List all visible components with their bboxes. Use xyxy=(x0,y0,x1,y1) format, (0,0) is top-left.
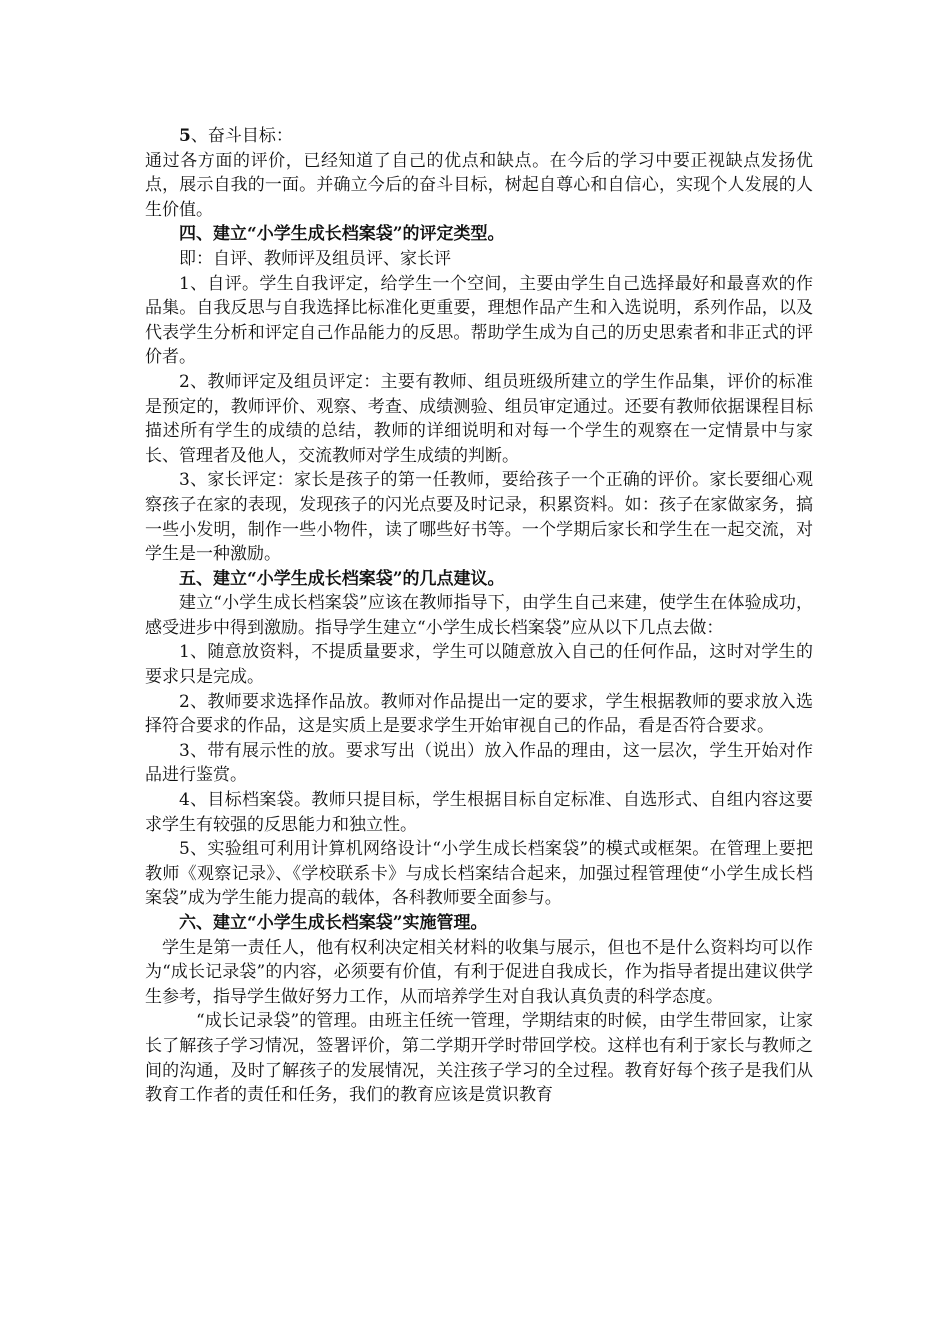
section6-title: 六、建立“小学生成长档案袋”实施管理。 xyxy=(179,913,488,933)
goal-heading xyxy=(145,124,813,149)
section4-intro: 即：自评、教师评及组员评、家长评 xyxy=(179,248,451,269)
goal-body: 通过各方面的评价，已经知道了自己的优点和缺点。在今后的学习中要正视缺点发扬优点，展示自我的一面。并确立今后的奋斗目标，树起自尊心和自信心，实现个人发展的人生价值。 xyxy=(145,150,813,220)
document-page xyxy=(145,124,813,1108)
section5-item-5: 5、实验组可利用计算机网络设计“小学生成长档案袋”的模式或框架。在管理上要把教师《观察记录》、《学校联系卡》与成长档案结合起来，加强过程管理使“小学生成长档案袋”成为学生能力提高的载体，各科教师要全面参与。 xyxy=(145,839,813,909)
section4-item-3: 3、家长评定：家长是孩子的第一任教师，要给孩子一个正确的评价。家长要细心观察孩子在家的表现，发现孩子的闪光点要及时记录，积累资料。如：孩子在家做家务，搞一些小发明，制作一些小物件，读了哪些好书等。一个学期后家长和学生在一起交流，对学生是一种激励。 xyxy=(145,470,813,565)
section4-title: 四、建立“小学生成长档案袋”的评定类型。 xyxy=(179,224,505,245)
section6-paragraph-2: “成长记录袋”的管理。由班主任统一管理，学期结束的时候，由学生带回家，让家长了解孩子学习情况，签署评价，第二学期开学时带回学校。这样也有利于家长与教师之间的沟通，及时了解孩子的发展情况，关注孩子学习的全过程。教育好每个孩子是我们从教育工作者的责任和任务，我们的教育应该是赏识教育 xyxy=(145,1011,813,1106)
section5-item-4: 4、目标档案袋。教师只提目标，学生根据目标自定标准、自选形式、自组内容这要求学生有较强的反思能力和独立性。 xyxy=(145,790,813,835)
section6-paragraph-1: 学生是第一责任人，他有权利决定相关材料的收集与展示，但也不是什么资料均可以作为“成长记录袋”的内容，必须要有价值，有利于促进自我成长，作为指导者提出建议供学生参考，指导学生做好努力工作，从而培养学生对自我认真负责的科学态度。 xyxy=(145,937,813,1007)
goal-heading-text: 、奋斗目标： xyxy=(190,126,293,146)
goal-heading-number: 5 xyxy=(179,126,191,146)
section5-intro: 建立“小学生成长档案袋”应该在教师指导下，由学生自己来建，使学生在体验成功，感受进步中得到激励。指导学生建立“小学生成长档案袋”应从以下几点去做： xyxy=(145,593,813,638)
section5-item-1: 1、随意放资料，不提质量要求，学生可以随意放入自己的任何作品，这时对学生的要求只是完成。 xyxy=(145,642,813,688)
section5-item-3: 3、带有展示性的放。要求写出（说出）放入作品的理由，这一层次，学生开始对作品进行鉴赏。 xyxy=(145,740,813,786)
section5-title: 五、建立“小学生成长档案袋”的几点建议。 xyxy=(179,568,505,589)
section4-item-2: 2、教师评定及组员评定：主要有教师、组员班级所建立的学生作品集，评价的标准是预定的，教师评价、观察、考查、成绩测验、组员审定通过。还要有教师依据课程目标描述所有学生的成绩的总结，教师的详细说明和对每一个学生的观察在一定情景中与家长、管理者及他人，交流教师对学生成绩的判断。 xyxy=(145,371,813,466)
section5-item-2: 2、教师要求选择作品放。教师对作品提出一定的要求，学生根据教师的要求放入选择符合要求的作品，这是实质上是要求学生开始审视自己的作品，看是否符合要求。 xyxy=(145,691,813,737)
section4-item-1: 1、自评。学生自我评定，给学生一个空间，主要由学生自己选择最好和最喜欢的作品集。自我反思与自我选择比标准化更重要，理想作品产生和入选说明，系列作品，以及代表学生分析和评定自己作品能力的反思。帮助学生成为自己的历史思索者和非正式的评价者。 xyxy=(145,273,813,368)
